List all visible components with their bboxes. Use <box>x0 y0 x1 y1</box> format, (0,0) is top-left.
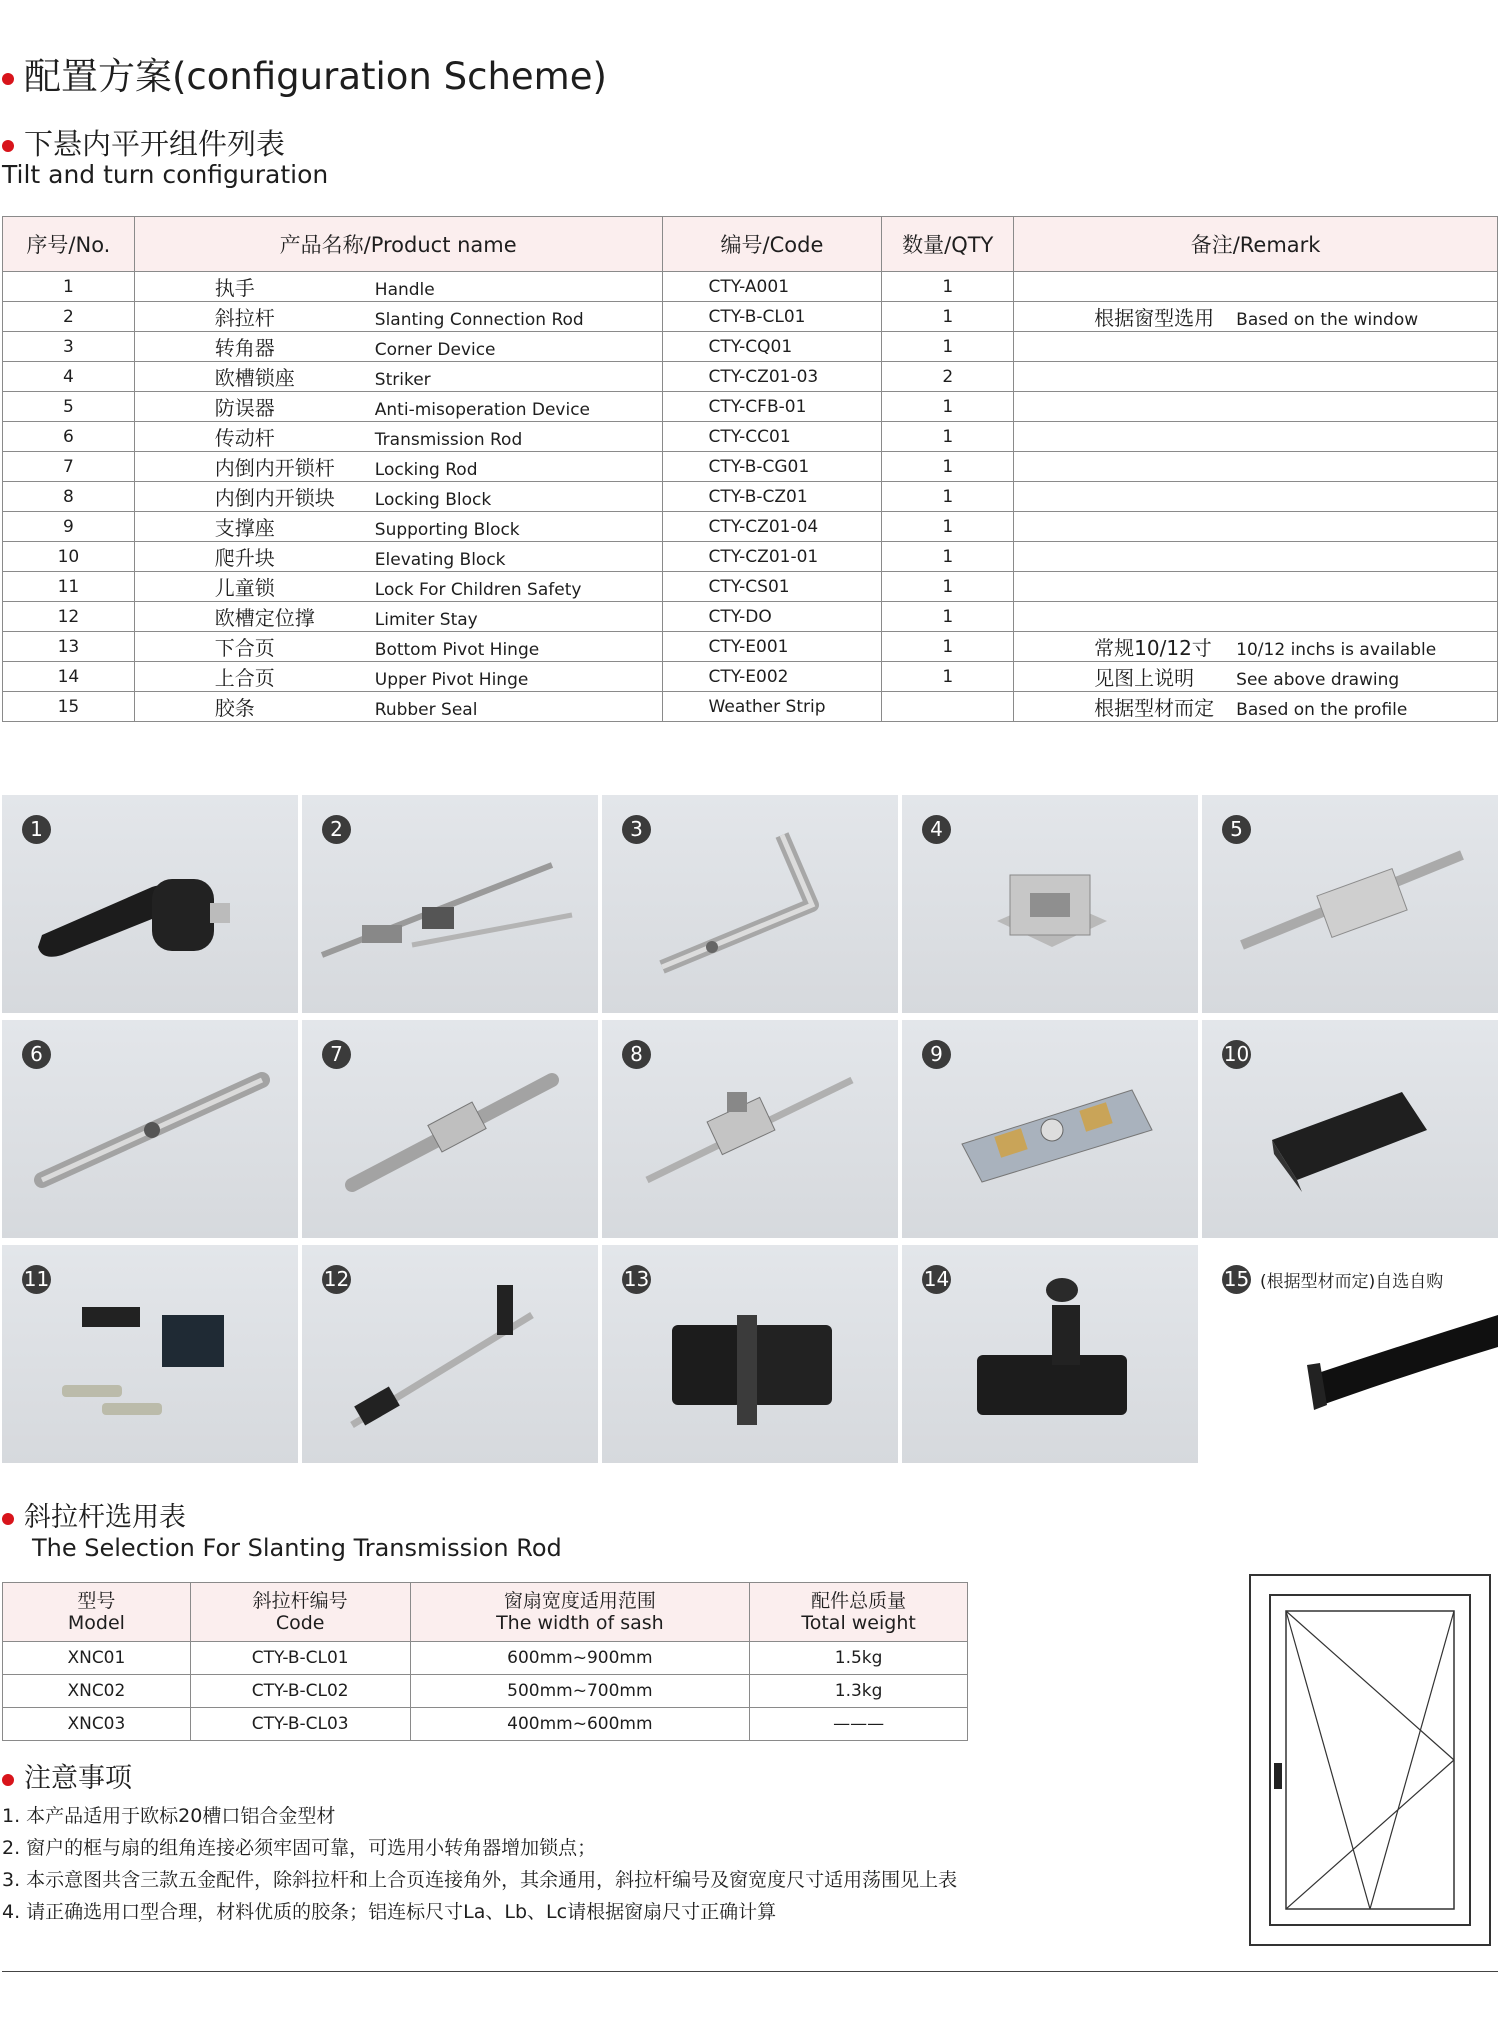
code-text: Weather Strip <box>708 696 826 717</box>
window-diagram <box>1248 1573 1492 1947</box>
no-text: 12 <box>57 606 80 627</box>
qty-text: 1 <box>942 546 954 567</box>
table-row <box>3 542 1498 572</box>
cell-code <box>662 692 882 722</box>
cell-qty <box>882 362 1014 392</box>
cell-remark <box>1014 482 1498 512</box>
cell-no <box>3 272 135 302</box>
product-name-cn: 执手 <box>214 276 255 300</box>
section1-title-cn: 下悬内平开组件列表 <box>24 127 286 161</box>
qty-text: 1 <box>942 576 954 597</box>
header-qty: 数量/QTY <box>882 217 1014 272</box>
product-name-en: Anti-misoperation Device <box>374 400 591 420</box>
cell-remark <box>1014 452 1498 482</box>
product-name-en: Elevating Block <box>374 550 506 570</box>
header-code <box>190 1583 410 1642</box>
header-cn: 型号 <box>77 1590 116 1612</box>
striker-icon <box>902 795 1198 1013</box>
part-number-badge: 12 <box>322 1265 351 1294</box>
cell-weight: ——— <box>750 1708 968 1741</box>
note-item: 4. 请正确选用口型合理，材料优质的胶条；铝连标尺寸La、Lb、Lc请根据窗扇尺寸正确计算 <box>2 1901 777 1923</box>
cell-no <box>3 452 135 482</box>
product-name-en: Supporting Block <box>374 520 520 540</box>
part-number-badge: 15 <box>1222 1265 1251 1294</box>
cell-no <box>3 362 135 392</box>
cell-model: XNC03 <box>3 1708 191 1741</box>
limiter-stay-icon <box>302 1245 598 1463</box>
no-text: 8 <box>62 486 74 507</box>
header-weight <box>750 1583 968 1642</box>
part-number-badge: 2 <box>322 815 351 844</box>
header-en: Code <box>275 1612 325 1634</box>
product-name-en: Slanting Connection Rod <box>374 310 584 330</box>
bullet-dot <box>2 1774 14 1786</box>
no-text: 6 <box>62 426 74 447</box>
cell-weight: 1.5kg <box>750 1642 968 1675</box>
code-text: CTY-CZ01-03 <box>708 366 819 387</box>
qty-text: 2 <box>942 366 954 387</box>
cell-code <box>662 482 882 512</box>
table-body <box>3 1642 968 1741</box>
part-image-6 <box>2 1020 298 1238</box>
cell-remark <box>1014 512 1498 542</box>
part-number-badge: 3 <box>622 815 651 844</box>
bullet-dot <box>2 73 14 85</box>
header-remark: 备注/Remark <box>1014 217 1498 272</box>
cell-weight: 1.3kg <box>750 1675 968 1708</box>
part-15-note: (根据型材而定)自选自购 <box>1260 1272 1444 1292</box>
qty-text: 1 <box>942 486 954 507</box>
cell-product-name <box>134 692 662 722</box>
remark-cn: 常规10/12寸 <box>1094 636 1212 660</box>
product-name-cn: 上合页 <box>214 666 275 690</box>
no-text: 9 <box>62 516 74 537</box>
part-image-8 <box>602 1020 898 1238</box>
cell-code: CTY-B-CL03 <box>190 1708 410 1741</box>
cell-product-name <box>134 632 662 662</box>
table-body <box>3 272 1498 722</box>
cell-no <box>3 692 135 722</box>
part-image-10 <box>1202 1020 1498 1238</box>
table-row <box>3 272 1498 302</box>
part-image-3 <box>602 795 898 1013</box>
corner-device-icon <box>602 795 898 1013</box>
cell-remark <box>1014 362 1498 392</box>
code-text: CTY-E001 <box>708 636 789 657</box>
cell-code <box>662 542 882 572</box>
cell-product-name <box>134 302 662 332</box>
cell-no <box>3 542 135 572</box>
header-en: Model <box>67 1612 125 1634</box>
code-text: CTY-CFB-01 <box>708 396 807 417</box>
cell-code <box>662 332 882 362</box>
cell-code <box>662 512 882 542</box>
remark-en: See above drawing <box>1236 670 1400 690</box>
table-row <box>3 692 1498 722</box>
cell-no <box>3 572 135 602</box>
part-image-1 <box>2 795 298 1013</box>
bottom-divider <box>2 1971 1498 1972</box>
product-name-en: Transmission Rod <box>374 430 523 450</box>
part-number-badge: 1 <box>22 815 51 844</box>
table-row <box>3 1708 968 1741</box>
qty-text: 1 <box>942 426 954 447</box>
header-no: 序号/No. <box>3 217 135 272</box>
table-row <box>3 392 1498 422</box>
part-image-9 <box>902 1020 1198 1238</box>
cell-qty <box>882 482 1014 512</box>
product-name-en: Limiter Stay <box>374 610 478 630</box>
cell-qty <box>882 632 1014 662</box>
cell-product-name <box>134 512 662 542</box>
product-name-en: Locking Block <box>374 490 492 510</box>
product-name-cn: 支撑座 <box>214 516 275 540</box>
handle-icon <box>2 795 298 1013</box>
cell-product-name <box>134 662 662 692</box>
cell-code: CTY-B-CL02 <box>190 1675 410 1708</box>
qty-text: 1 <box>942 456 954 477</box>
no-text: 13 <box>57 636 80 657</box>
product-name-cn: 胶条 <box>214 696 255 720</box>
product-name-cn: 防误器 <box>214 396 275 420</box>
qty-text: 1 <box>942 666 954 687</box>
cell-remark <box>1014 662 1498 692</box>
table-row <box>3 332 1498 362</box>
cell-code: CTY-B-CL01 <box>190 1642 410 1675</box>
cell-no <box>3 512 135 542</box>
cell-product-name <box>134 332 662 362</box>
table-row <box>3 662 1498 692</box>
table-row <box>3 602 1498 632</box>
part-image-13 <box>602 1245 898 1463</box>
cell-remark <box>1014 302 1498 332</box>
no-text: 11 <box>57 576 80 597</box>
product-name-en: Lock For Children Safety <box>374 580 582 600</box>
table-row <box>3 512 1498 542</box>
header-cn: 配件总质量 <box>811 1590 907 1612</box>
qty-text: 1 <box>942 336 954 357</box>
header-en: Total weight <box>801 1612 916 1634</box>
cell-remark <box>1014 572 1498 602</box>
upper-pivot-hinge-icon <box>902 1245 1198 1463</box>
no-text: 10 <box>57 546 80 567</box>
product-name-cn: 传动杆 <box>214 426 275 450</box>
code-text: CTY-CZ01-01 <box>708 546 819 567</box>
qty-text: 1 <box>942 306 954 327</box>
code-text: CTY-CZ01-04 <box>708 516 819 537</box>
part-image-4 <box>902 795 1198 1013</box>
cell-no <box>3 662 135 692</box>
code-text: CTY-B-CL01 <box>708 306 806 327</box>
remark-en: 10/12 inchs is available <box>1236 640 1437 660</box>
qty-text: 1 <box>942 636 954 657</box>
anti-misoperation-icon <box>1202 795 1498 1013</box>
code-text: CTY-B-CG01 <box>708 456 810 477</box>
slanting-rod-icon <box>302 795 598 1013</box>
cell-qty <box>882 572 1014 602</box>
locking-block-icon <box>602 1020 898 1238</box>
table-row <box>3 302 1498 332</box>
no-text: 1 <box>62 276 74 297</box>
cell-code <box>662 362 882 392</box>
cell-product-name <box>134 602 662 632</box>
cell-qty <box>882 692 1014 722</box>
code-text: CTY-CQ01 <box>708 336 793 357</box>
cell-remark <box>1014 632 1498 662</box>
table-row <box>3 362 1498 392</box>
cell-code <box>662 272 882 302</box>
no-text: 3 <box>62 336 74 357</box>
page-title <box>2 46 607 100</box>
cell-remark <box>1014 392 1498 422</box>
part-image-2 <box>302 795 598 1013</box>
no-text: 2 <box>62 306 74 327</box>
bullet-dot <box>2 1513 14 1525</box>
cell-code <box>662 662 882 692</box>
section3-title <box>2 1756 132 1795</box>
cell-qty <box>882 302 1014 332</box>
cell-remark <box>1014 422 1498 452</box>
section1-subtitle: Tilt and turn configuration <box>2 160 329 189</box>
part-number-badge: 5 <box>1222 815 1251 844</box>
configuration-table <box>2 216 1498 722</box>
part-number-badge: 4 <box>922 815 951 844</box>
header-cn: 窗扇宽度适用范围 <box>503 1590 656 1612</box>
parts-gallery <box>2 795 1498 1463</box>
cell-product-name <box>134 272 662 302</box>
product-name-cn: 儿童锁 <box>214 576 275 600</box>
cell-model: XNC01 <box>3 1642 191 1675</box>
product-name-cn: 内倒内开锁块 <box>214 486 335 510</box>
table-row <box>3 632 1498 662</box>
no-text: 5 <box>62 396 74 417</box>
remark-cn: 根据窗型选用 <box>1094 306 1215 330</box>
transmission-rod-icon <box>2 1020 298 1238</box>
remark-en: Based on the window <box>1236 310 1419 330</box>
part-number-badge: 9 <box>922 1040 951 1069</box>
product-name-cn: 斜拉杆 <box>214 306 275 330</box>
cell-product-name <box>134 482 662 512</box>
child-lock-icon <box>2 1245 298 1463</box>
product-name-en: Upper Pivot Hinge <box>374 670 529 690</box>
code-text: CTY-A001 <box>708 276 790 297</box>
cell-qty <box>882 512 1014 542</box>
remark-en: Based on the profile <box>1236 700 1408 720</box>
notes-list <box>2 1800 957 1928</box>
cell-code <box>662 632 882 662</box>
section1-title <box>2 122 285 163</box>
product-name-en: Rubber Seal <box>374 700 478 720</box>
cell-qty <box>882 422 1014 452</box>
product-name-en: Corner Device <box>374 340 496 360</box>
section2-subtitle: The Selection For Slanting Transmission Rod <box>32 1534 562 1562</box>
cell-no <box>3 392 135 422</box>
header-cn: 斜拉杆编号 <box>252 1590 348 1612</box>
table-row <box>3 482 1498 512</box>
part-image-14 <box>902 1245 1198 1463</box>
cell-code <box>662 302 882 332</box>
table-header-row <box>3 1583 968 1642</box>
cell-remark <box>1014 272 1498 302</box>
page-title-text: 配置方案(configuration Scheme) <box>24 55 607 98</box>
header-model <box>3 1583 191 1642</box>
header-product-name: 产品名称/Product name <box>134 217 662 272</box>
product-name-en: Striker <box>374 370 431 390</box>
product-name-cn: 下合页 <box>214 636 275 660</box>
qty-text: 1 <box>942 516 954 537</box>
code-text: CTY-DO <box>708 606 772 627</box>
part-number-badge: 8 <box>622 1040 651 1069</box>
qty-text: 1 <box>942 606 954 627</box>
table-row <box>3 452 1498 482</box>
product-name-en: Locking Rod <box>374 460 478 480</box>
cell-qty <box>882 542 1014 572</box>
remark-cn: 根据型材而定 <box>1094 696 1215 720</box>
product-name-en: Handle <box>374 280 435 300</box>
qty-text: 1 <box>942 396 954 417</box>
cell-width: 500mm~700mm <box>410 1675 750 1708</box>
part-image-7 <box>302 1020 598 1238</box>
code-text: CTY-E002 <box>708 666 789 687</box>
code-text: CTY-CS01 <box>708 576 790 597</box>
note-item: 3. 本示意图共含三款五金配件，除斜拉杆和上合页连接角外，其余通用，斜拉杆编号及窗宽度尺寸适用荡围见上表 <box>2 1869 958 1891</box>
cell-qty <box>882 602 1014 632</box>
cell-remark <box>1014 542 1498 572</box>
locking-rod-icon <box>302 1020 598 1238</box>
cell-no <box>3 332 135 362</box>
cell-code <box>662 602 882 632</box>
cell-qty <box>882 452 1014 482</box>
part-image-12 <box>302 1245 598 1463</box>
part-number-badge: 6 <box>22 1040 51 1069</box>
cell-qty <box>882 662 1014 692</box>
part-number-badge: 13 <box>622 1265 651 1294</box>
cell-product-name <box>134 392 662 422</box>
cell-product-name <box>134 362 662 392</box>
cell-width: 600mm~900mm <box>410 1642 750 1675</box>
cell-no <box>3 602 135 632</box>
part-image-15 <box>1202 1245 1498 1463</box>
part-number-badge: 14 <box>922 1265 951 1294</box>
product-name-cn: 爬升块 <box>214 546 275 570</box>
note-item: 2. 窗户的框与扇的组角连接必须牢固可靠，可选用小转角器增加锁点； <box>2 1837 597 1859</box>
cell-product-name <box>134 452 662 482</box>
table-row <box>3 572 1498 602</box>
remark-cn: 见图上说明 <box>1094 666 1195 690</box>
table-row <box>3 422 1498 452</box>
product-name-cn: 欧槽锁座 <box>214 366 295 390</box>
part-image-11 <box>2 1245 298 1463</box>
table-row <box>3 1675 968 1708</box>
supporting-block-icon <box>902 1020 1198 1238</box>
product-name-en: Bottom Pivot Hinge <box>374 640 540 660</box>
bottom-pivot-hinge-icon <box>602 1245 898 1463</box>
section2-title <box>2 1495 186 1534</box>
table-row <box>3 1642 968 1675</box>
part-number-badge: 11 <box>22 1265 51 1294</box>
part-number-badge: 7 <box>322 1040 351 1069</box>
product-name-cn: 转角器 <box>214 336 275 360</box>
cell-product-name <box>134 422 662 452</box>
part-number-badge: 10 <box>1222 1040 1251 1069</box>
cell-no <box>3 482 135 512</box>
header-en: The width of sash <box>496 1612 664 1634</box>
selection-table <box>2 1582 968 1741</box>
no-text: 14 <box>57 666 80 687</box>
cell-qty <box>882 392 1014 422</box>
no-text: 15 <box>57 696 80 717</box>
elevating-block-icon <box>1202 1020 1498 1238</box>
code-text: CTY-B-CZ01 <box>708 486 808 507</box>
cell-remark <box>1014 602 1498 632</box>
header-code: 编号/Code <box>662 217 882 272</box>
cell-code <box>662 392 882 422</box>
cell-remark <box>1014 692 1498 722</box>
cell-product-name <box>134 572 662 602</box>
note-item: 1. 本产品适用于欧标20槽口铝合金型材 <box>2 1805 336 1827</box>
product-name-cn: 欧槽定位撑 <box>214 606 315 630</box>
cell-qty <box>882 272 1014 302</box>
rubber-seal-icon <box>1202 1245 1498 1463</box>
cell-no <box>3 302 135 332</box>
part-image-5 <box>1202 795 1498 1013</box>
cell-code <box>662 572 882 602</box>
cell-code <box>662 422 882 452</box>
no-text: 7 <box>62 456 74 477</box>
table-header-row <box>3 217 1498 272</box>
product-name-cn: 内倒内开锁杆 <box>214 456 335 480</box>
cell-model: XNC02 <box>3 1675 191 1708</box>
section3-title-text: 注意事项 <box>24 1763 132 1794</box>
bullet-dot <box>2 140 14 152</box>
code-text: CTY-CC01 <box>708 426 791 447</box>
cell-no <box>3 422 135 452</box>
no-text: 4 <box>62 366 74 387</box>
section2-title-cn: 斜拉杆选用表 <box>24 1502 186 1533</box>
cell-qty <box>882 332 1014 362</box>
qty-text: 1 <box>942 276 954 297</box>
cell-code <box>662 452 882 482</box>
cell-remark <box>1014 332 1498 362</box>
cell-no <box>3 632 135 662</box>
cell-width: 400mm~600mm <box>410 1708 750 1741</box>
header-width <box>410 1583 750 1642</box>
cell-product-name <box>134 542 662 572</box>
